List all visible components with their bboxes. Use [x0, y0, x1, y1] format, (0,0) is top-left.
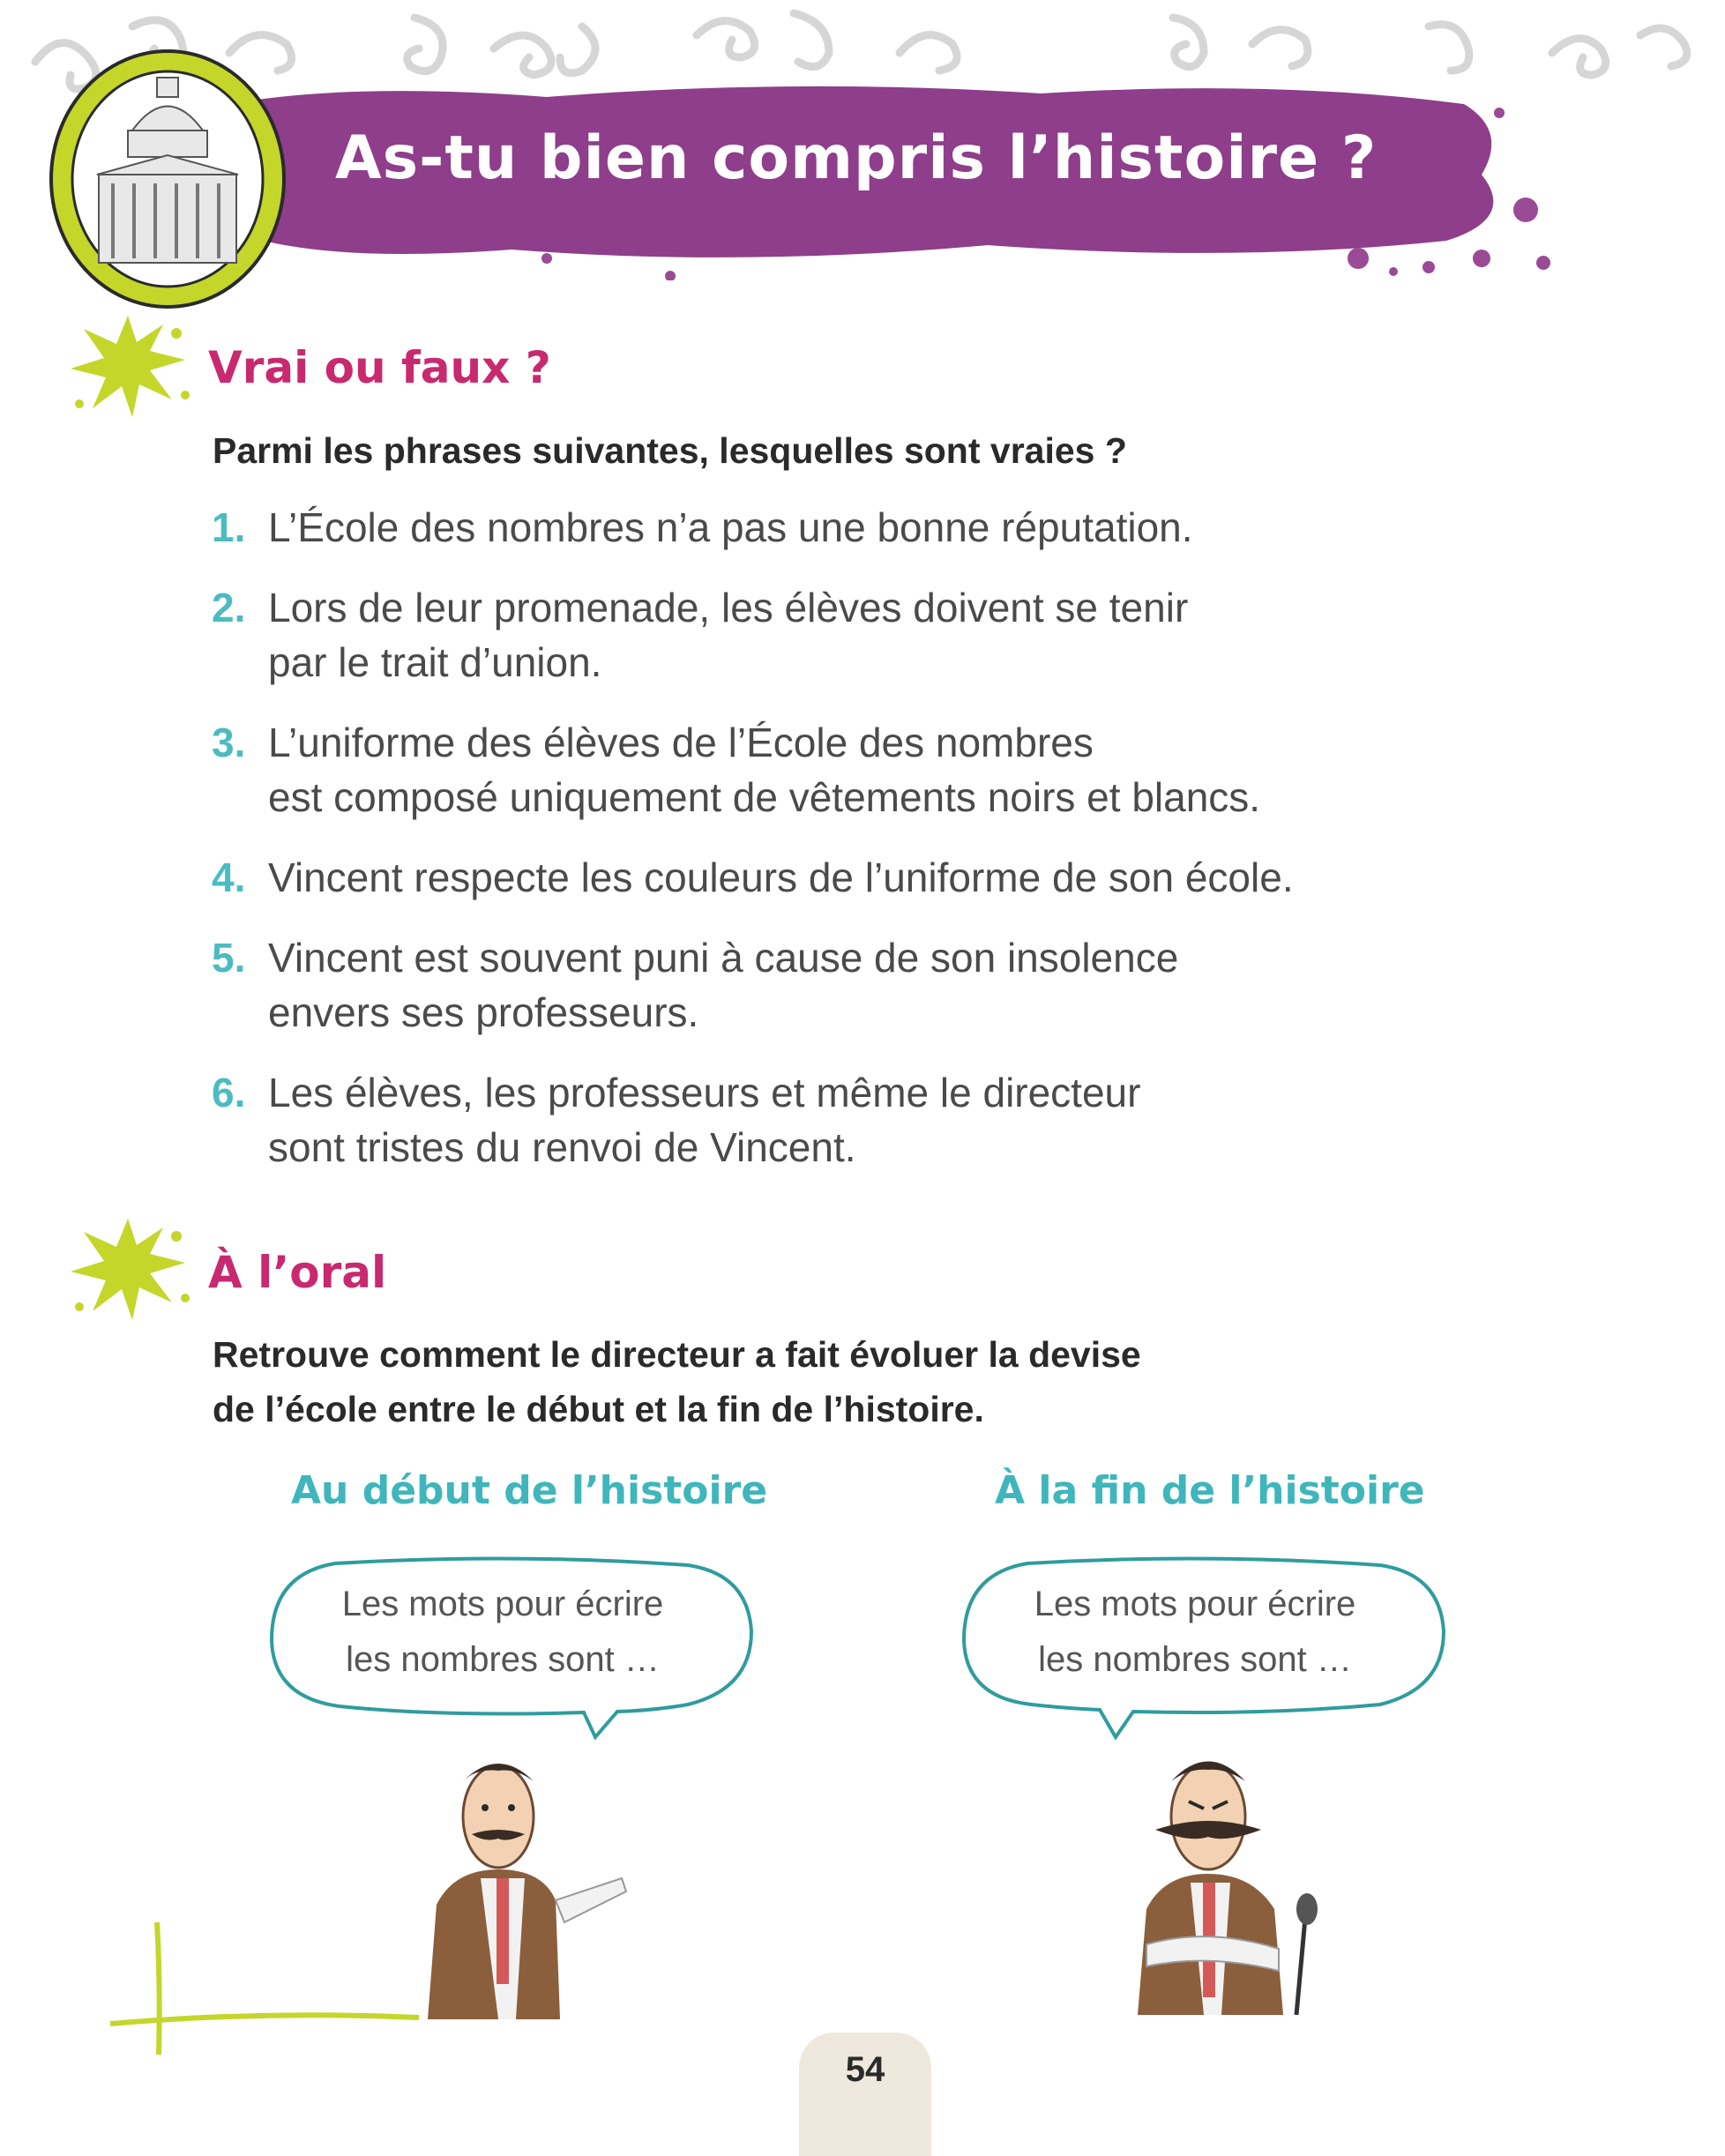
question-item-3 — [212, 715, 1482, 824]
question-text: Lors de leur promenade, les élèves doivent se tenir — [268, 585, 1189, 630]
green-splat-icon — [62, 1201, 194, 1333]
column-heading-debut: Au début de l’histoire — [291, 1468, 768, 1513]
question-text: par le trait d’union. — [268, 639, 602, 685]
bubble-line: les nombres sont … — [346, 1640, 660, 1679]
green-splat-icon — [62, 298, 194, 430]
column-heading-fin: À la fin de l’histoire — [995, 1468, 1425, 1513]
bubble-text-fin — [1001, 1577, 1389, 1688]
section-heading-oral: À l’oral — [208, 1247, 387, 1298]
question-text: sont tristes du renvoi de Vincent. — [268, 1124, 856, 1170]
instruction-oral — [213, 1327, 1535, 1436]
question-number: 6. — [212, 1070, 246, 1115]
question-list — [212, 500, 1482, 1200]
pantheon-medallion — [35, 42, 300, 316]
question-text: Vincent est souvent puni à cause de son insolence — [268, 935, 1179, 981]
bubble-line: Les mots pour écrire — [1034, 1585, 1356, 1623]
question-text: Les élèves, les professeurs et même le directeur — [268, 1070, 1141, 1115]
question-number: 2. — [212, 585, 246, 630]
page-title: As-tu bien compris l’histoire ? — [335, 123, 1378, 193]
question-number: 3. — [212, 720, 246, 765]
bubble-line: les nombres sont … — [1038, 1640, 1352, 1679]
question-item-4 — [212, 850, 1482, 905]
question-text: L’École des nombres n’a pas une bonne réputation. — [268, 504, 1193, 550]
question-number: 5. — [212, 935, 246, 981]
corner-decoration — [106, 1922, 423, 2055]
section-heading-vrai-faux: Vrai ou faux ? — [208, 342, 551, 393]
question-item-5 — [212, 930, 1482, 1040]
question-text: L’uniforme des élèves de l’École des nombres — [268, 720, 1094, 765]
director-arms-crossed-illustration — [1120, 1742, 1349, 2015]
instruction-vrai-faux: Parmi les phrases suivantes, lesquelles sont vraies ? — [213, 430, 1127, 471]
question-number: 4. — [212, 854, 246, 900]
bubble-line: Les mots pour écrire — [341, 1585, 664, 1623]
question-item-2 — [212, 580, 1482, 690]
question-item-1 — [212, 500, 1482, 555]
question-number: 1. — [212, 504, 246, 550]
question-text: est composé uniquement de vêtements noirs et blancs. — [268, 774, 1261, 820]
question-item-6 — [212, 1065, 1482, 1175]
director-pointing-illustration — [401, 1746, 631, 2019]
bubble-text-debut — [309, 1577, 697, 1688]
instruction-line: de l’école entre le début et la fin de l’histoire. — [213, 1389, 984, 1429]
question-text: Vincent respecte les couleurs de l’uniforme de son école. — [268, 854, 1294, 900]
page-number: 54 — [845, 2050, 885, 2089]
question-text: envers ses professeurs. — [268, 989, 699, 1035]
instruction-line: Retrouve comment le directeur a fait évoluer la devise — [213, 1334, 1141, 1375]
